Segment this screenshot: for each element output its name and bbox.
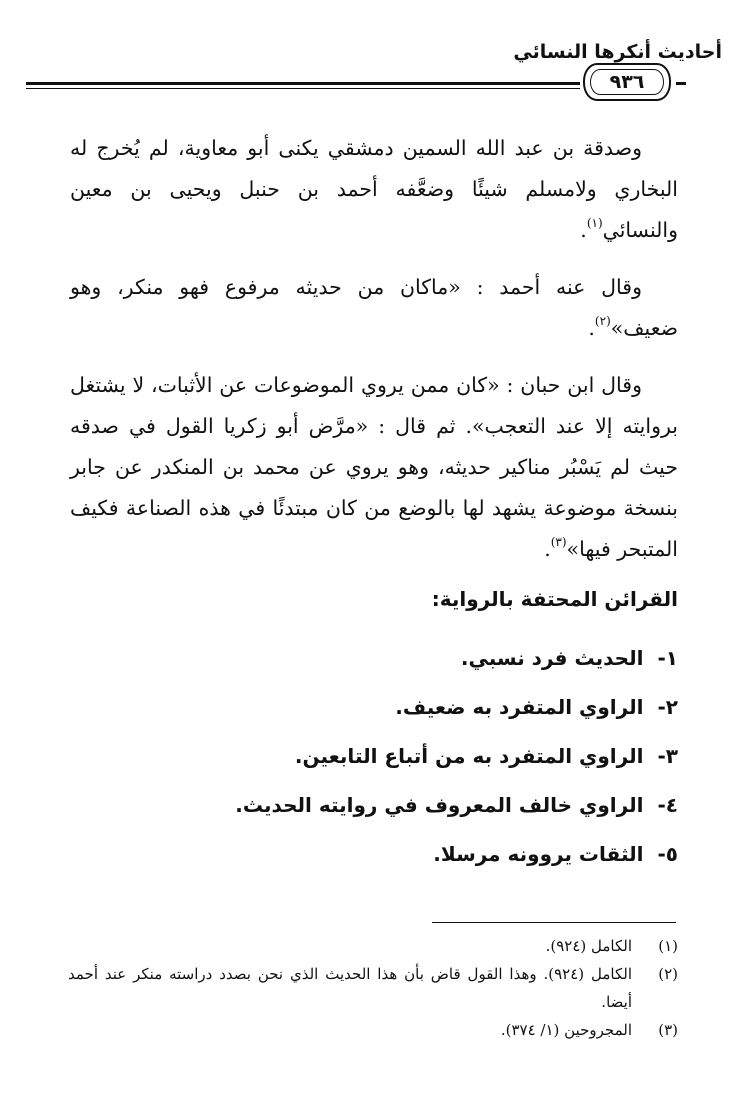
- footnote-separator: [432, 922, 676, 923]
- list-item: ٢-الراوي المتفرد به ضعيف.: [395, 695, 678, 719]
- footnotes: [68, 932, 678, 1044]
- paragraph-1: وصدقة بن عبد الله السمين دمشقي يكنى أبو معاوية، لم يُخرج له البخاري ولامسلم شيئًا وضعَّفه أحمد بن حنبل ويحيى بن معين والنسائي$^{(١)}$.: [70, 136, 678, 242]
- paragraph-2: وقال عنه أحمد : «ماكان من حديثه مرفوع فهو منكر، وهو ضعيف»$^{(٢)}$.: [70, 275, 678, 340]
- list-item: ٤-الراوي خالف المعروف في روايته الحديث.: [235, 793, 678, 817]
- page-number: ٩٣٦: [590, 69, 664, 95]
- criteria-list: [118, 634, 678, 879]
- footnote-ref-2: (٢): [594, 314, 611, 328]
- footnote-ref-1: (١): [586, 216, 603, 230]
- main-text: [70, 128, 678, 586]
- footnote-1: (١) الكامل (٩٢٤).: [545, 937, 678, 955]
- footnote-ref-3: (٣): [550, 535, 567, 549]
- section-heading: القرائن المحتفة بالرواية:: [431, 587, 678, 611]
- header-rule-right: [676, 82, 686, 85]
- footnote-2: (٢) الكامل (٩٢٤). وهذا القول قاض بأن هذا الحديث الذي نحن بصدد دراسته منكر عند أحمد أيضا.: [68, 965, 678, 1011]
- header-rule-thick: [26, 82, 580, 85]
- running-title: أحاديث أنكرها النسائي: [513, 41, 722, 63]
- footnote-3: (٣) المجروحين (١/ ٣٧٤).: [500, 1021, 678, 1039]
- list-item: ١-الحديث فرد نسبي.: [460, 646, 678, 670]
- list-item: ٥-الثقات يروونه مرسلا.: [433, 842, 678, 866]
- paragraph-3: وقال ابن حبان : «كان ممن يروي الموضوعات عن الأثبات، لا يشتغل بروايته إلا عند التعجب». ثم قال : «مرَّض أبو زكريا القول في صدقه حيث لم يَسْبُر مناكير حديثه، وهو يروي عن محمد بن المنكدر عن جابر بنسخة موضوعة يشهد لها بالوضع من كان مبتدئًا في هذه الصناعة فكيف المتبحر فيها»$^{(٣)}$.: [70, 373, 678, 561]
- header-rule-thin: [26, 88, 580, 89]
- list-item: ٣-الراوي المتفرد به من أتباع التابعين.: [294, 744, 678, 768]
